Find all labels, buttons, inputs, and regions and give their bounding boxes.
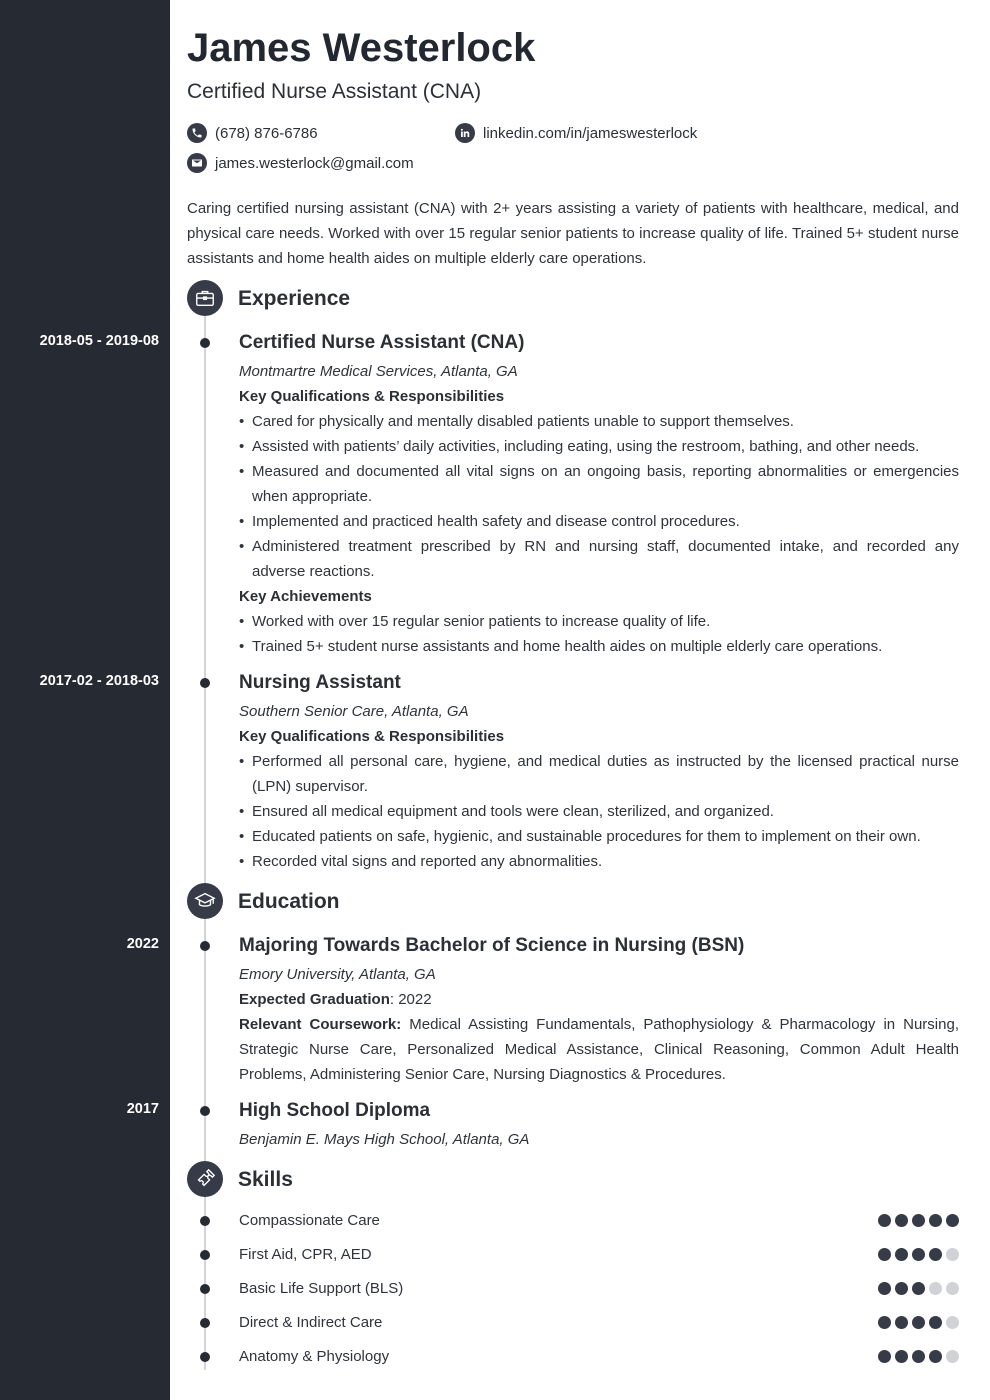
rating-dot-filled	[878, 1248, 891, 1261]
rating-dot-filled	[895, 1316, 908, 1329]
rating-dot-filled	[912, 1282, 925, 1295]
skills-heading: Skills	[238, 1168, 293, 1191]
school-name: Emory University, Atlanta, GA	[239, 966, 436, 983]
rating-dot-filled	[878, 1350, 891, 1363]
rating-dot-filled	[912, 1248, 925, 1261]
qualifications-heading: Key Qualifications & Responsibilities	[239, 728, 505, 745]
rating-dot-filled	[895, 1248, 908, 1261]
list-item: • Cared for physically and mentally disabled patients unable to support themselves.	[239, 409, 959, 434]
rating-dot-empty	[929, 1282, 942, 1295]
degree-title: Majoring Towards Bachelor of Science in Nursing (BSN)	[239, 935, 745, 956]
briefcase-icon	[187, 280, 223, 316]
rating-dot-filled	[929, 1214, 942, 1227]
list-item: • Measured and documented all vital signs on an ongoing basis, reporting abnormalities or emergencies when appropriate.	[239, 459, 959, 509]
skill-rating	[878, 1214, 959, 1227]
coursework-label: Relevant Coursework:	[239, 1016, 402, 1033]
rating-dot-filled	[946, 1214, 959, 1227]
phone-icon	[187, 123, 207, 143]
sidebar	[0, 0, 170, 1400]
rating-dot-filled	[895, 1214, 908, 1227]
contact-email[interactable]	[187, 153, 414, 173]
list-item: • Administered treatment prescribed by RN and nursing staff, documented intake, and recorded any adverse reactions.	[239, 534, 959, 584]
qualifications-list	[239, 749, 959, 874]
summary: Caring certified nursing assistant (CNA) with 2+ years assisting a variety of patients with healthcare, medical, and physical care needs. Worked with over 15 regular senior patients to increase quality of life. Trained 5+ student nurse assistants and home health aides on multiple elderly care operations.	[187, 200, 959, 267]
expected-graduation	[239, 987, 959, 1012]
email-text: james.westerlock@gmail.com	[215, 154, 414, 172]
timeline-dot	[200, 1250, 210, 1260]
list-item: • Ensured all medical equipment and tools were clean, sterilized, and organized.	[239, 799, 959, 824]
timeline-dot	[200, 1284, 210, 1294]
contact-phone[interactable]	[187, 123, 318, 143]
rating-dot-filled	[878, 1282, 891, 1295]
timeline-dot	[200, 338, 210, 348]
timeline-dot	[200, 1216, 210, 1226]
skill-name: Anatomy & Physiology	[239, 1348, 390, 1365]
job-dates: 2018-05 - 2019-08	[39, 333, 159, 349]
rating-dot-empty	[946, 1282, 959, 1295]
education-timeline	[204, 918, 206, 1162]
candidate-title: Certified Nurse Assistant (CNA)	[187, 80, 482, 103]
job-title: Certified Nurse Assistant (CNA)	[239, 332, 525, 353]
list-item: • Recorded vital signs and reported any abnormalities.	[239, 849, 959, 874]
education-date: 2017	[126, 1101, 159, 1117]
contact-linkedin[interactable]	[455, 123, 697, 143]
list-item: • Trained 5+ student nurse assistants and home health aides on multiple elderly care operations.	[239, 634, 959, 659]
skill-rating	[878, 1282, 959, 1295]
relevant-coursework	[239, 1012, 959, 1087]
timeline-dot	[200, 678, 210, 688]
timeline-dot	[200, 1318, 210, 1328]
school-name: Benjamin E. Mays High School, Atlanta, GA	[239, 1131, 530, 1148]
skill-rating	[878, 1248, 959, 1261]
list-item: • Educated patients on safe, hygienic, and sustainable procedures for them to implement on their own.	[239, 824, 959, 849]
rating-dot-empty	[946, 1316, 959, 1329]
coursework-value: Medical Assisting Fundamentals, Pathophysiology & Pharmacology in Nursing, Strategic Nurse Care, Personalized Medical Assistance, Clinical Reasoning, Common Adult Health Problems, Administering Senior Care, Nursing Diagnostics & Procedures.	[239, 1016, 959, 1083]
timeline-dot	[200, 941, 210, 951]
skill-name: Compassionate Care	[239, 1212, 380, 1229]
graduation-label: Expected Graduation	[239, 991, 390, 1008]
job-dates: 2017-02 - 2018-03	[39, 673, 159, 689]
skill-rating	[878, 1350, 959, 1363]
candidate-name: James Westerlock	[187, 26, 536, 70]
list-item: • Worked with over 15 regular senior patients to increase quality of life.	[239, 609, 959, 634]
rating-dot-filled	[895, 1282, 908, 1295]
degree-title: High School Diploma	[239, 1100, 431, 1121]
job-company: Montmartre Medical Services, Atlanta, GA	[239, 363, 518, 380]
email-icon	[187, 153, 207, 173]
skill-name: Basic Life Support (BLS)	[239, 1280, 404, 1297]
rating-dot-filled	[929, 1248, 942, 1261]
list-item: • Implemented and practiced health safety and disease control procedures.	[239, 509, 959, 534]
rating-dot-empty	[946, 1248, 959, 1261]
skill-rating	[878, 1316, 959, 1329]
list-item: • Performed all personal care, hygiene, and medical duties as instructed by the licensed practical nurse (LPN) supervisor.	[239, 749, 959, 799]
rating-dot-filled	[912, 1350, 925, 1363]
skill-name: First Aid, CPR, AED	[239, 1246, 372, 1263]
graduation-cap-icon	[187, 883, 223, 919]
rating-dot-filled	[929, 1316, 942, 1329]
achievements-list	[239, 609, 959, 659]
job-company: Southern Senior Care, Atlanta, GA	[239, 703, 469, 720]
linkedin-icon	[455, 123, 475, 143]
rating-dot-filled	[878, 1316, 891, 1329]
timeline-dot	[200, 1352, 210, 1362]
experience-heading: Experience	[238, 287, 351, 310]
rating-dot-filled	[912, 1316, 925, 1329]
education-date: 2022	[126, 936, 159, 952]
skill-name: Direct & Indirect Care	[239, 1314, 383, 1331]
linkedin-text: linkedin.com/in/jameswesterlock	[483, 124, 698, 142]
rating-dot-filled	[912, 1214, 925, 1227]
qualifications-list	[239, 409, 959, 584]
rating-dot-empty	[946, 1350, 959, 1363]
job-title: Nursing Assistant	[239, 672, 401, 693]
experience-timeline	[204, 316, 206, 884]
rating-dot-filled	[895, 1350, 908, 1363]
rating-dot-filled	[878, 1214, 891, 1227]
puzzle-icon	[187, 1161, 223, 1197]
graduation-value: : 2022	[389, 991, 432, 1008]
education-heading: Education	[238, 890, 340, 913]
qualifications-heading: Key Qualifications & Responsibilities	[239, 388, 505, 405]
rating-dot-filled	[929, 1350, 942, 1363]
list-item: • Assisted with patients’ daily activities, including eating, using the restroom, bathing, and other needs.	[239, 434, 959, 459]
timeline-dot	[200, 1106, 210, 1116]
phone-text: (678) 876-6786	[215, 124, 318, 142]
achievements-heading: Key Achievements	[239, 588, 372, 605]
